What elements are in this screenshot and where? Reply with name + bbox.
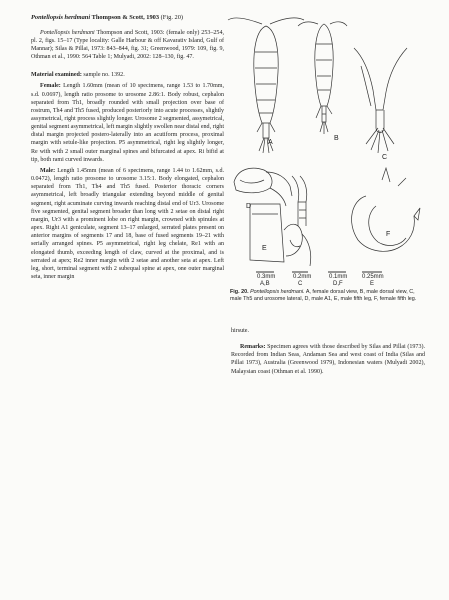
- panel-a-female-dorsal: [228, 18, 304, 153]
- scale-bar-2-value: 0.2mm: [293, 274, 312, 280]
- caption-text: A, female dorsal view, B, male dorsal view, C, male Th5 and urosome lateral, D, male A1, E, male fifth leg, F, female fifth leg.: [230, 289, 417, 303]
- panel-d-leg-segments: [292, 176, 307, 226]
- panel-label-f: F: [386, 231, 391, 238]
- male-text: Length 1.45mm (mean of 6 specimens, range 1.44 to 1.62mm, s.d. 0.0472), length ratio prosome to urosome 3.15:1. Body elongated, cephalon separated from Th1, Th4 and Th5 fused. Posterior thoracic corners asymmetrical, left broadly triangular extending beyond middle of genital segment, right acuminate curving inwards reaching distal end of Ur3. Urosome five segmented, genital segment broader than long with 2 setae on distal right margin, Ur3 with a prominent lobe on right margin, crowned with spinules at apex. Right A1 geniculate, segment 13–17 enlarged, serrated plates present on anterior margins of segments 17 and 18, base of fused segments 19–21 with serially arranged spines. P5 asymmetrical, right leg chelate, Re1 with an elongated thumb, exceeding length of claw, curved at the proximal, and is serrated at apex; Re2 inner margin with 2 setae and another seta at apex. Left leg, short, terminal segment with 2 subequal spine at apex, one outer marginal seta, inner margin: [31, 167, 224, 280]
- figure-caption: [230, 289, 426, 303]
- panel-label-e: E: [262, 245, 267, 252]
- panel-label-a: A: [268, 139, 273, 146]
- scale-bar-1-panels: A,B: [260, 281, 270, 287]
- species-heading: [31, 14, 224, 23]
- material-label: Material examined:: [31, 72, 82, 79]
- male-paragraph: [31, 167, 224, 281]
- material-paragraph: [31, 71, 224, 79]
- panel-label-c: C: [382, 154, 388, 161]
- male-label: Male:: [40, 167, 56, 174]
- species-fig-ref: (Fig. 20): [159, 14, 184, 21]
- synonymy-paragraph: [31, 29, 224, 62]
- species-name: Pontellopsis herdmani: [31, 14, 91, 21]
- caption-species: Pontellopsis herdmani.: [250, 289, 305, 295]
- synonymy-name: Pontellopsis herdmani: [40, 29, 95, 36]
- continuation-text: hirsute.: [231, 328, 249, 334]
- remarks-paragraph: [231, 343, 425, 376]
- figure-20-illustration: [226, 10, 431, 305]
- remarks-text: Specimen agrees with those described by Silas and Pillai (1973). Recorded from Indian Seas, Andaman Sea and west coast of India (Silas and Pillai 1973), Australia (Greenwood 1979), Indonesian waters (Mulyadi 2002), Malaysian coast (Othman et al. 1990).: [231, 344, 425, 375]
- left-column: [31, 14, 224, 281]
- synonymy-text: Thompson and Scott, 1903: (female only) 253–254, pl. 2, figs. 15–17 (Type locality: Galle Harbour & off Kavarativ Island, Gulf of Mannar); Silas & Pillai, 1973: 843–844, fig. 31; Greenwood, 1979: 109, fig. 9, Othman et al., 1990: 564 Table 1; Mulyadi, 2002: 128–130, fig. 47.: [31, 29, 224, 61]
- scale-bar-3-panels: D,F: [333, 281, 343, 287]
- scale-bar-4-value: 0.25mm: [362, 274, 384, 280]
- panel-f-female-fifth-leg: [352, 168, 420, 251]
- remarks-label: Remarks:: [240, 344, 266, 351]
- scale-bar-2-panels: C: [298, 281, 303, 287]
- right-column: [231, 327, 425, 376]
- species-authority: Thompson & Scott, 1903: [90, 14, 160, 21]
- panel-e-male-fifth-leg: [250, 204, 311, 266]
- female-text: Length 1.60mm (mean of 10 specimens, range 1.53 to 1.70mm, s.d. 0.0697), length ratio prosome to urosome 2.86:1. Body robust, cephalon separated from Th1, broadly rounded with small projection over base of rostrum, Th4 and Th5 fused, produced posteriorly into acute processes, slightly assymetrical, right process slightly longer. Urosome 2 segmented, assymetrical, genital segment asymmetrical, left margin slightly swollen near distal end, right distal margin projected postero-laterally into an acutiform process, proximal margin with setule-like projection. P5 asymmetrical, right leg slightly longer, Re with with 2 small outer marginal spines and bifurcated at apex. Ri bifid at tip, both rami curved inwards.: [31, 83, 225, 163]
- panel-c-male-urosome: [354, 48, 407, 153]
- caption-label: Fig. 20.: [230, 289, 249, 295]
- scale-bar-1-value: 0.3mm: [257, 274, 276, 280]
- scale-bar-4-panels: E: [370, 281, 375, 287]
- scale-bar-3-value: 0.1mm: [329, 274, 348, 280]
- panel-d-male-antennule: [234, 168, 292, 206]
- panel-label-b: B: [334, 135, 339, 142]
- panel-label-d: D: [246, 203, 252, 210]
- female-label: Female:: [40, 83, 61, 90]
- material-text: sample no. 1392.: [81, 72, 125, 79]
- panel-b-male-dorsal: [298, 22, 347, 134]
- female-paragraph: [31, 82, 224, 164]
